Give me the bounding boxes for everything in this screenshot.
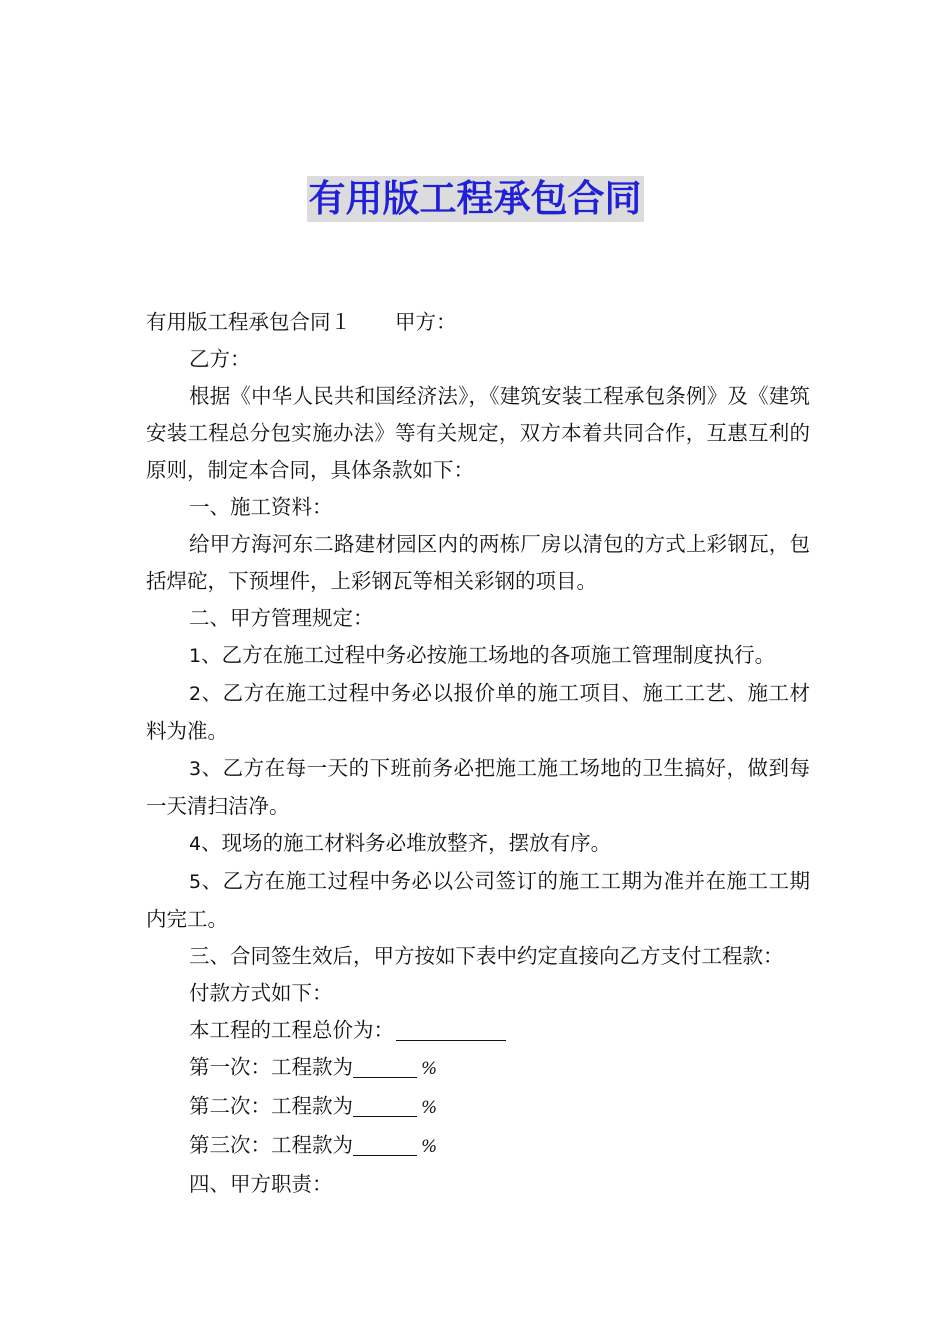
section-3-text: 三、合同签生效后，甲方按如下表中约定直接向乙方支付工程款： (189, 944, 784, 968)
item-number: 4 (189, 833, 202, 855)
contract-heading: 有用版工程承包合同１ (146, 310, 351, 334)
intro-paragraph: 根据《中华人民共和国经济法》，《建筑安装工程承包条例》及《建筑安装工程总分包实施办法》等有关规定，双方本着共同合作，互惠互利的原则，制定本合同，具体条款如下： (146, 384, 810, 482)
total-price-blank[interactable] (396, 1018, 506, 1041)
payment-blank[interactable] (353, 1055, 417, 1078)
payment-intro: 付款方式如下： (189, 981, 333, 1005)
heading-line (146, 304, 810, 341)
list-item (146, 675, 810, 750)
list-item (146, 825, 810, 863)
payment-label: 第三次：工程款为 (189, 1133, 353, 1157)
list-item (146, 637, 810, 675)
item-number: 1 (189, 645, 202, 667)
item-number: 3 (189, 758, 202, 780)
item-text: 、乙方在施工过程中务必按施工场地的各项施工管理制度执行。 (201, 643, 776, 667)
payment-label: 第二次：工程款为 (189, 1094, 353, 1118)
item-text: 、乙方在施工过程中务必以公司签订的施工工期为准并在施工工期内完工。 (146, 869, 810, 931)
payment-blank[interactable] (353, 1094, 417, 1117)
payment-blank[interactable] (353, 1133, 417, 1156)
percent-sign: % (421, 1137, 438, 1157)
party-a-label: 甲方： (395, 310, 457, 334)
item-text: 、现场的施工材料务必堆放整齐，摆放有序。 (201, 831, 612, 855)
item-number: 5 (189, 871, 202, 893)
party-b-label: 乙方： (189, 347, 251, 371)
section-1-title: 一、施工资料： (189, 495, 333, 519)
percent-sign: % (421, 1098, 438, 1118)
title-container (0, 176, 950, 222)
list-item (146, 863, 810, 938)
item-number: 2 (189, 683, 202, 705)
section-1-text: 给甲方海河东二路建材园区内的两栋厂房以清包的方式上彩钢瓦，包括焊砣，下预埋件，上彩钢瓦等相关彩钢的项目。 (146, 532, 810, 593)
item-text: 、乙方在每一天的下班前务必把施工施工场地的卫生搞好，做到每一天清扫洁净。 (146, 756, 810, 818)
payment-line (146, 1049, 810, 1088)
list-item (146, 750, 810, 825)
party-b-line (146, 341, 810, 378)
payment-line (146, 1088, 810, 1127)
payment-line (146, 1127, 810, 1166)
total-price-line (146, 1012, 810, 1049)
payment-label: 第一次：工程款为 (189, 1055, 353, 1079)
section-2-title: 二、甲方管理规定： (189, 606, 374, 630)
total-price-label: 本工程的工程总价为： (189, 1018, 394, 1042)
percent-sign: % (421, 1059, 438, 1079)
document-body (146, 304, 810, 1203)
document-title: 有用版工程承包合同 (308, 177, 642, 220)
item-text: 、乙方在施工过程中务必以报价单的施工项目、施工工艺、施工材料为准。 (146, 681, 810, 743)
section-4-title: 四、甲方职责： (189, 1172, 333, 1196)
